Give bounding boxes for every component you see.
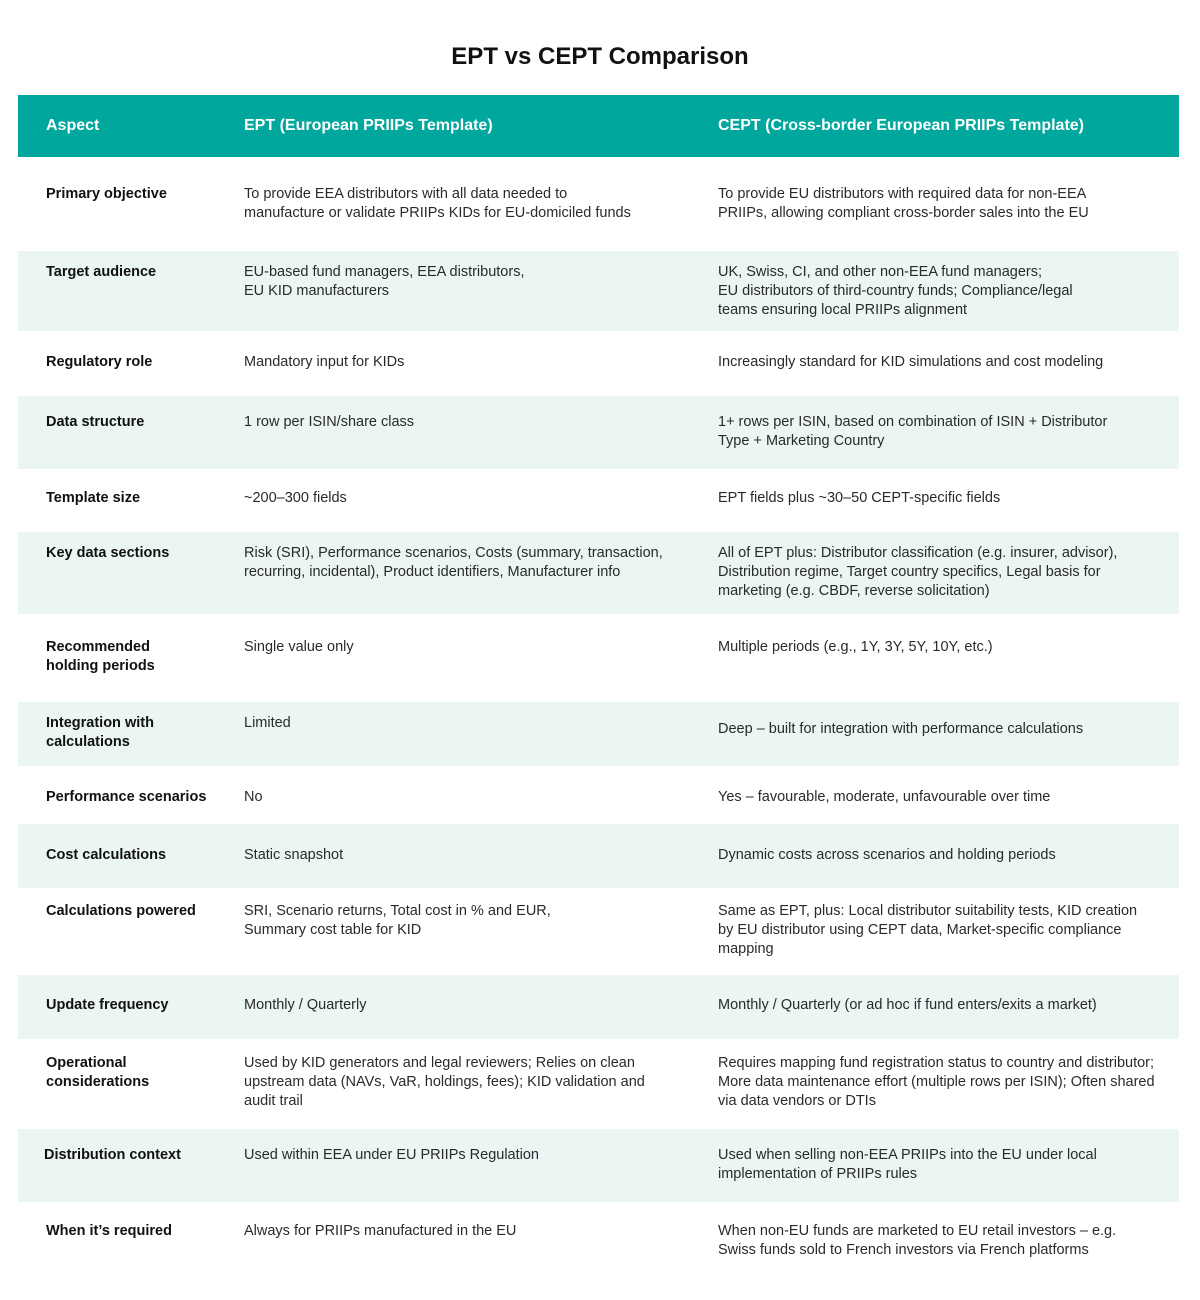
- table-row: [18, 331, 1179, 396]
- row-cept: Multiple periods (e.g., 1Y, 3Y, 5Y, 10Y, etc.): [718, 639, 993, 655]
- row-cept: All of EPT plus: Distributor classification (e.g. insurer, advisor), Distribution regime, Target country specifics, Legal basis for marketing (e.g. CBDF, reverse solicitation): [690, 532, 1179, 614]
- row-ept: Monthly / Quarterly: [216, 975, 690, 1039]
- header-cept: CEPT (Cross-border European PRIIPs Template): [690, 95, 1179, 157]
- row-ept: Static snapshot: [216, 824, 690, 888]
- row-aspect: Regulatory role: [46, 354, 153, 370]
- row-aspect: Operational considerations: [46, 1055, 150, 1090]
- table-row: [18, 702, 1179, 766]
- row-cept: Used when selling non-EEA PRIIPs into the EU under local implementation of PRIIPs rules: [690, 1129, 1179, 1202]
- table-header: [18, 95, 1179, 157]
- row-aspect: Cost calculations: [18, 824, 216, 888]
- row-ept: ~200–300 fields: [244, 490, 347, 506]
- table-row: [18, 824, 1179, 888]
- row-aspect: Integration with calculations: [18, 702, 216, 766]
- row-cept: Requires mapping fund registration status to country and distributor; More data maintenance effort (multiple rows per ISIN); Often shared via data vendors or DTIs: [718, 1055, 1155, 1109]
- row-aspect: When it’s required: [46, 1223, 172, 1239]
- row-aspect: Recommended holding periods: [46, 639, 155, 674]
- row-ept: Used by KID generators and legal reviewers; Relies on clean upstream data (NAVs, VaR, holdings, fees); KID validation and audit trail: [244, 1055, 645, 1109]
- row-ept: 1 row per ISIN/share class: [216, 396, 690, 469]
- row-aspect: Calculations powered: [46, 903, 196, 919]
- row-ept: EU-based fund managers, EEA distributors, EU KID manufacturers: [216, 251, 690, 331]
- row-aspect: Update frequency: [18, 975, 216, 1039]
- row-aspect: Data structure: [18, 396, 216, 469]
- header-row: [18, 95, 1179, 157]
- row-cept: Dynamic costs across scenarios and holding periods: [690, 824, 1179, 888]
- row-ept: SRI, Scenario returns, Total cost in % and EUR, Summary cost table for KID: [244, 903, 551, 938]
- row-ept: Mandatory input for KIDs: [244, 354, 405, 370]
- row-aspect: Template size: [46, 490, 141, 506]
- row-ept: Single value only: [244, 639, 354, 655]
- table-row: [18, 888, 1179, 975]
- comparison-table: [18, 95, 1179, 1270]
- row-aspect: Target audience: [18, 251, 216, 331]
- table-row: [18, 532, 1179, 614]
- header-ept: EPT (European PRIIPs Template): [216, 95, 690, 157]
- table-row: [18, 396, 1179, 469]
- row-ept: Used within EEA under EU PRIIPs Regulation: [216, 1129, 690, 1202]
- row-cept: To provide EU distributors with required data for non-EEA PRIIPs, allowing compliant cross-border sales into the EU: [718, 186, 1089, 221]
- row-cept: Yes – favourable, moderate, unfavourable over time: [718, 789, 1051, 805]
- table-row: [18, 1202, 1179, 1270]
- row-aspect: Distribution context: [18, 1129, 216, 1202]
- table-row: [18, 251, 1179, 331]
- table-row: [18, 469, 1179, 532]
- row-cept: 1+ rows per ISIN, based on combination of ISIN + Distributor Type + Marketing Country: [690, 396, 1179, 469]
- table-row: [18, 975, 1179, 1039]
- row-cept: When non-EU funds are marketed to EU retail investors – e.g. Swiss funds sold to French investors via French platforms: [718, 1223, 1117, 1258]
- header-aspect: Aspect: [18, 95, 216, 157]
- row-aspect: Primary objective: [46, 186, 167, 202]
- table-row: [18, 766, 1179, 824]
- row-aspect: Key data sections: [18, 532, 216, 614]
- page-title: EPT vs CEPT Comparison: [451, 43, 749, 70]
- table-row: [18, 1039, 1179, 1129]
- row-ept: Limited: [216, 702, 690, 766]
- table-body: [18, 157, 1179, 1270]
- row-ept: Risk (SRI), Performance scenarios, Costs (summary, transaction, recurring, incidental), Product identifiers, Manufacturer info: [216, 532, 690, 614]
- row-cept: Deep – built for integration with performance calculations: [690, 702, 1179, 766]
- row-cept: Monthly / Quarterly (or ad hoc if fund enters/exits a market): [690, 975, 1179, 1039]
- row-ept: Always for PRIIPs manufactured in the EU: [244, 1223, 517, 1239]
- table-row: [18, 157, 1179, 251]
- row-cept: Increasingly standard for KID simulations and cost modeling: [718, 354, 1104, 370]
- row-cept: UK, Swiss, CI, and other non-EEA fund managers; EU distributors of third-country funds; Compliance/legal teams ensuring local PRIIPs alignment: [690, 251, 1179, 331]
- table-row: [18, 1129, 1179, 1202]
- row-ept: No: [244, 789, 263, 805]
- row-ept: To provide EEA distributors with all data needed to manufacture or validate PRIIPs KIDs for EU-domiciled funds: [244, 186, 631, 221]
- row-aspect: Performance scenarios: [46, 789, 207, 805]
- table-row: [18, 614, 1179, 702]
- row-cept: Same as EPT, plus: Local distributor suitability tests, KID creation by EU distributor using CEPT data, Market-specific compliance mapping: [718, 903, 1138, 957]
- row-cept: EPT fields plus ~30–50 CEPT-specific fields: [718, 490, 1001, 506]
